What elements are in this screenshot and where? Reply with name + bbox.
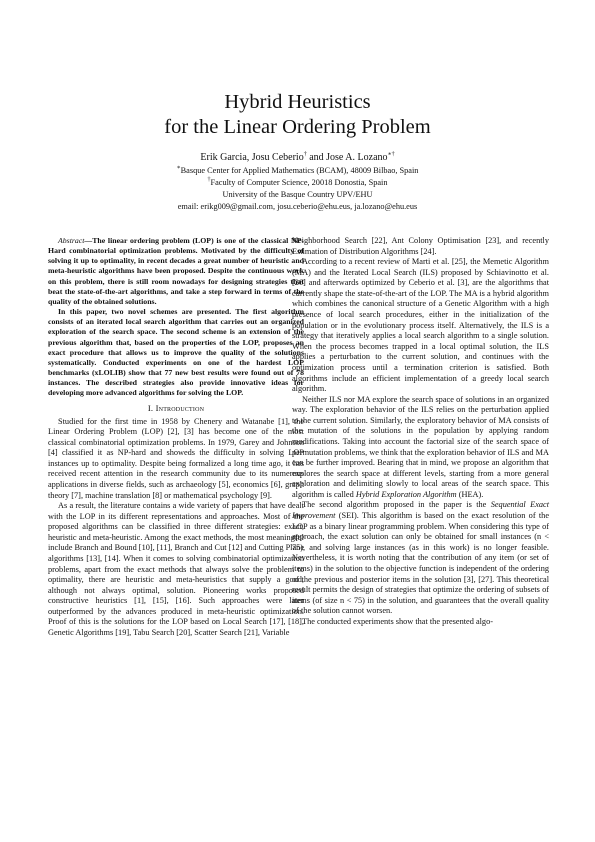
- intro-paragraph-3: According to a recent review of Marti et al. [25], the Memetic Algorithm (MA) and the Iterated Local Search (ILS) proposed by Schiavinotto et al. [26] and afterwards optimized by Ceberio et al. [3], are the algorithms that currently shape the state-of-the-art of the LOP. The MA is a hybrid algorithm which combines the canonical structure of a Genetic Algorithm with a high presence of local search procedures, either in the initialization of the population or in the evolutionary process itself. Alternatively, the ILS is a strategy that iteratively applies a local search algorithm to a single solution. When the process becomes trapped in a local optimal solution, the ILS applies a perturbation to the current solution, and continues with the optimization process until a termination criterion is satisfied. Both algorithms include an efficient implementation of a greedy local search algorithm.: [292, 257, 549, 394]
- section-title: Introduction: [155, 402, 205, 413]
- affiliation-bcam: [0, 166, 595, 177]
- author-mark-2: ∗†: [387, 151, 395, 158]
- affiliation-mark-bcam: ∗: [176, 165, 181, 172]
- paper-title-line-1: Hybrid Heuristics: [224, 91, 371, 113]
- author-names-2: and Jose A. Lozano: [306, 152, 388, 163]
- affiliation-cs-text: Faculty of Computer Science, 20018 Donostia, Spain: [210, 178, 388, 187]
- abstract-paragraph-2: In this paper, two novel schemes are presented. The first algorithm consists of an iterated local search algorithm that carries out an organized exploration of the search space. The second scheme is an extension of the previous algorithm that, based on the properties of the LOP, proposes an exact procedure that allows us to improve the quality of the solutions systematically. Conducted experiments on one of the hardest LOP benchmarks (xLOLIB) show that 77 new best results were found out of 78 instances. The described strategies also provide innovative ideas for developing more advanced algorithms for solving the LOP.: [48, 307, 304, 398]
- intro-paragraph-2-continued: Neighborhood Search [22], Ant Colony Optimisation [23], and recently Estimation of Distribution Algorithms [24].: [292, 236, 549, 256]
- affiliation-bcam-text: Basque Center for Applied Mathematics (BCAM), 48009 Bilbao, Spain: [180, 166, 419, 175]
- intro-paragraph-4: [292, 395, 549, 501]
- section-heading-introduction: [48, 402, 304, 414]
- intro-paragraph-4-end: (HEA).: [456, 489, 484, 499]
- intro-paragraph-2: As a result, the literature contains a wide variety of papers that have dealt with the LOP in its different representations and approaches. Most of the proposed algorithms can be classified in three different strategies: exact, heuristic and meta-heuristic. Among the exact methods, the most meaningful include Branch and Bound [10], [11], Branch and Cut [12] and Cutting Plane algorithms [13], [14]. When it comes to solving combinatorial optimization problems, apart from the exact methods that always solve the problem to optimality, there are heuristic and meta-heuristics that supply a good, although not always optimal, solution. Pioneering works proposed constructive heuristics [1], [15], [16]. Such approaches were later outperformed by the advances produced in meta-heuristic optimization. Proof of this is the solutions for the LOP based on Local Search [17], [18], Genetic Algorithms [19], Tabu Search [20], Scatter Search [21], Variable: [48, 501, 304, 638]
- abstract: [48, 236, 304, 399]
- abstract-paragraph-1: [48, 236, 304, 307]
- author-emails: email: erikg009@gmail.com, josu.ceberio@ehu.eus, ja.lozano@ehu.eus: [177, 202, 418, 211]
- affiliation-mark-cs: †: [207, 177, 211, 184]
- abstract-label: Abstract: [58, 236, 85, 245]
- paper-title-line-2: for the Linear Ordering Problem: [164, 116, 431, 138]
- intro-paragraph-1: Studied for the first time in 1958 by Chenery and Watanabe [1], the Linear Ordering Problem (LOP) [2], [3] has become one of the most classical combinatorial optimization problems. In 1979, Garey and Johnson [4] classified it as NP-hard and showeds the difficulty in solving LOP instances up to optimality. Despite being formalized a long time ago, it has received recent attention in the research community due to its numerous applications in diverse fields, such as archaeology [5], economics [6], graph theory [7], machine translation [8] or mathematical psychology [9].: [48, 416, 304, 500]
- section-number: I.: [147, 402, 154, 413]
- affiliation-university: University of the Basque Country UPV/EHU: [222, 190, 373, 199]
- intro-paragraph-5-text: The second algorithm proposed in the paper is the: [302, 500, 491, 510]
- sei-name: Sequential Exact Improvement: [292, 500, 550, 521]
- hea-name: Hybrid Exploration Algorithm: [355, 489, 457, 499]
- abstract-text-1: The linear ordering problem (LOP) is one of the classical NP-Hard combinatorial optimization problems. Motivated by the difficulty of solving it up to optimality, in recent decades a great number of heuristic and meta-heuristic algorithms have been proposed. Despite the continuous work on this problem, there is still room nowadays for designing strategies that beat the state-of-the-art algorithms, and take a step forward in terms of the quality of the obtained solutions.: [48, 236, 304, 306]
- intro-paragraph-5: [292, 500, 549, 616]
- intro-paragraph-4-text: Neither ILS nor MA explore the search space of solutions in an organized way. The exploration behavior of the ILS relies on the perturbation applied to the current solution. Similarly, the exploratory behavior of MA consists of the mutation of the solutions in the population by applying random modifications. Taking into account the factorial size of the search space of permutation problems, we think that the exploration behavior of ILS and MA can be further improved. Bearing that in mind, we propose an algorithm that explores the search space at different levels, starting from a more general exploration and delimiting slowly to local areas of the search space. This algorithm is called: [292, 394, 549, 499]
- left-column: [48, 236, 304, 639]
- intro-paragraph-6: The conducted experiments show that the presented algo-: [302, 616, 493, 626]
- author-mark-1: †: [303, 151, 307, 158]
- intro-paragraph-5-end: (SEI). This algorithm is based on the exact resolution of the LOP as a binary linear programming problem. When considering this type of approach, the exact solution can only be obtained for small instances (n < 75), and solving large instances (as in this work) is no longer feasible. Nevertheless, it is worth noting that the contribution of any item (or set of items) in the solution to the objective function is independent of the ordering of the previous and posterior items in the solution [3], [27]. This theoretical result permits the design of strategies that optimize the ordering of subsets of items (of size n < 75) in the solution, and guarantees that the overall quality of the solution cannot worsen.: [292, 511, 549, 616]
- abstract-dash: —: [84, 236, 93, 245]
- affiliation-cs: [0, 178, 595, 189]
- author-names-1: Erik Garcia, Josu Ceberio: [200, 152, 304, 163]
- right-column: [292, 236, 549, 627]
- author-list: [0, 152, 595, 164]
